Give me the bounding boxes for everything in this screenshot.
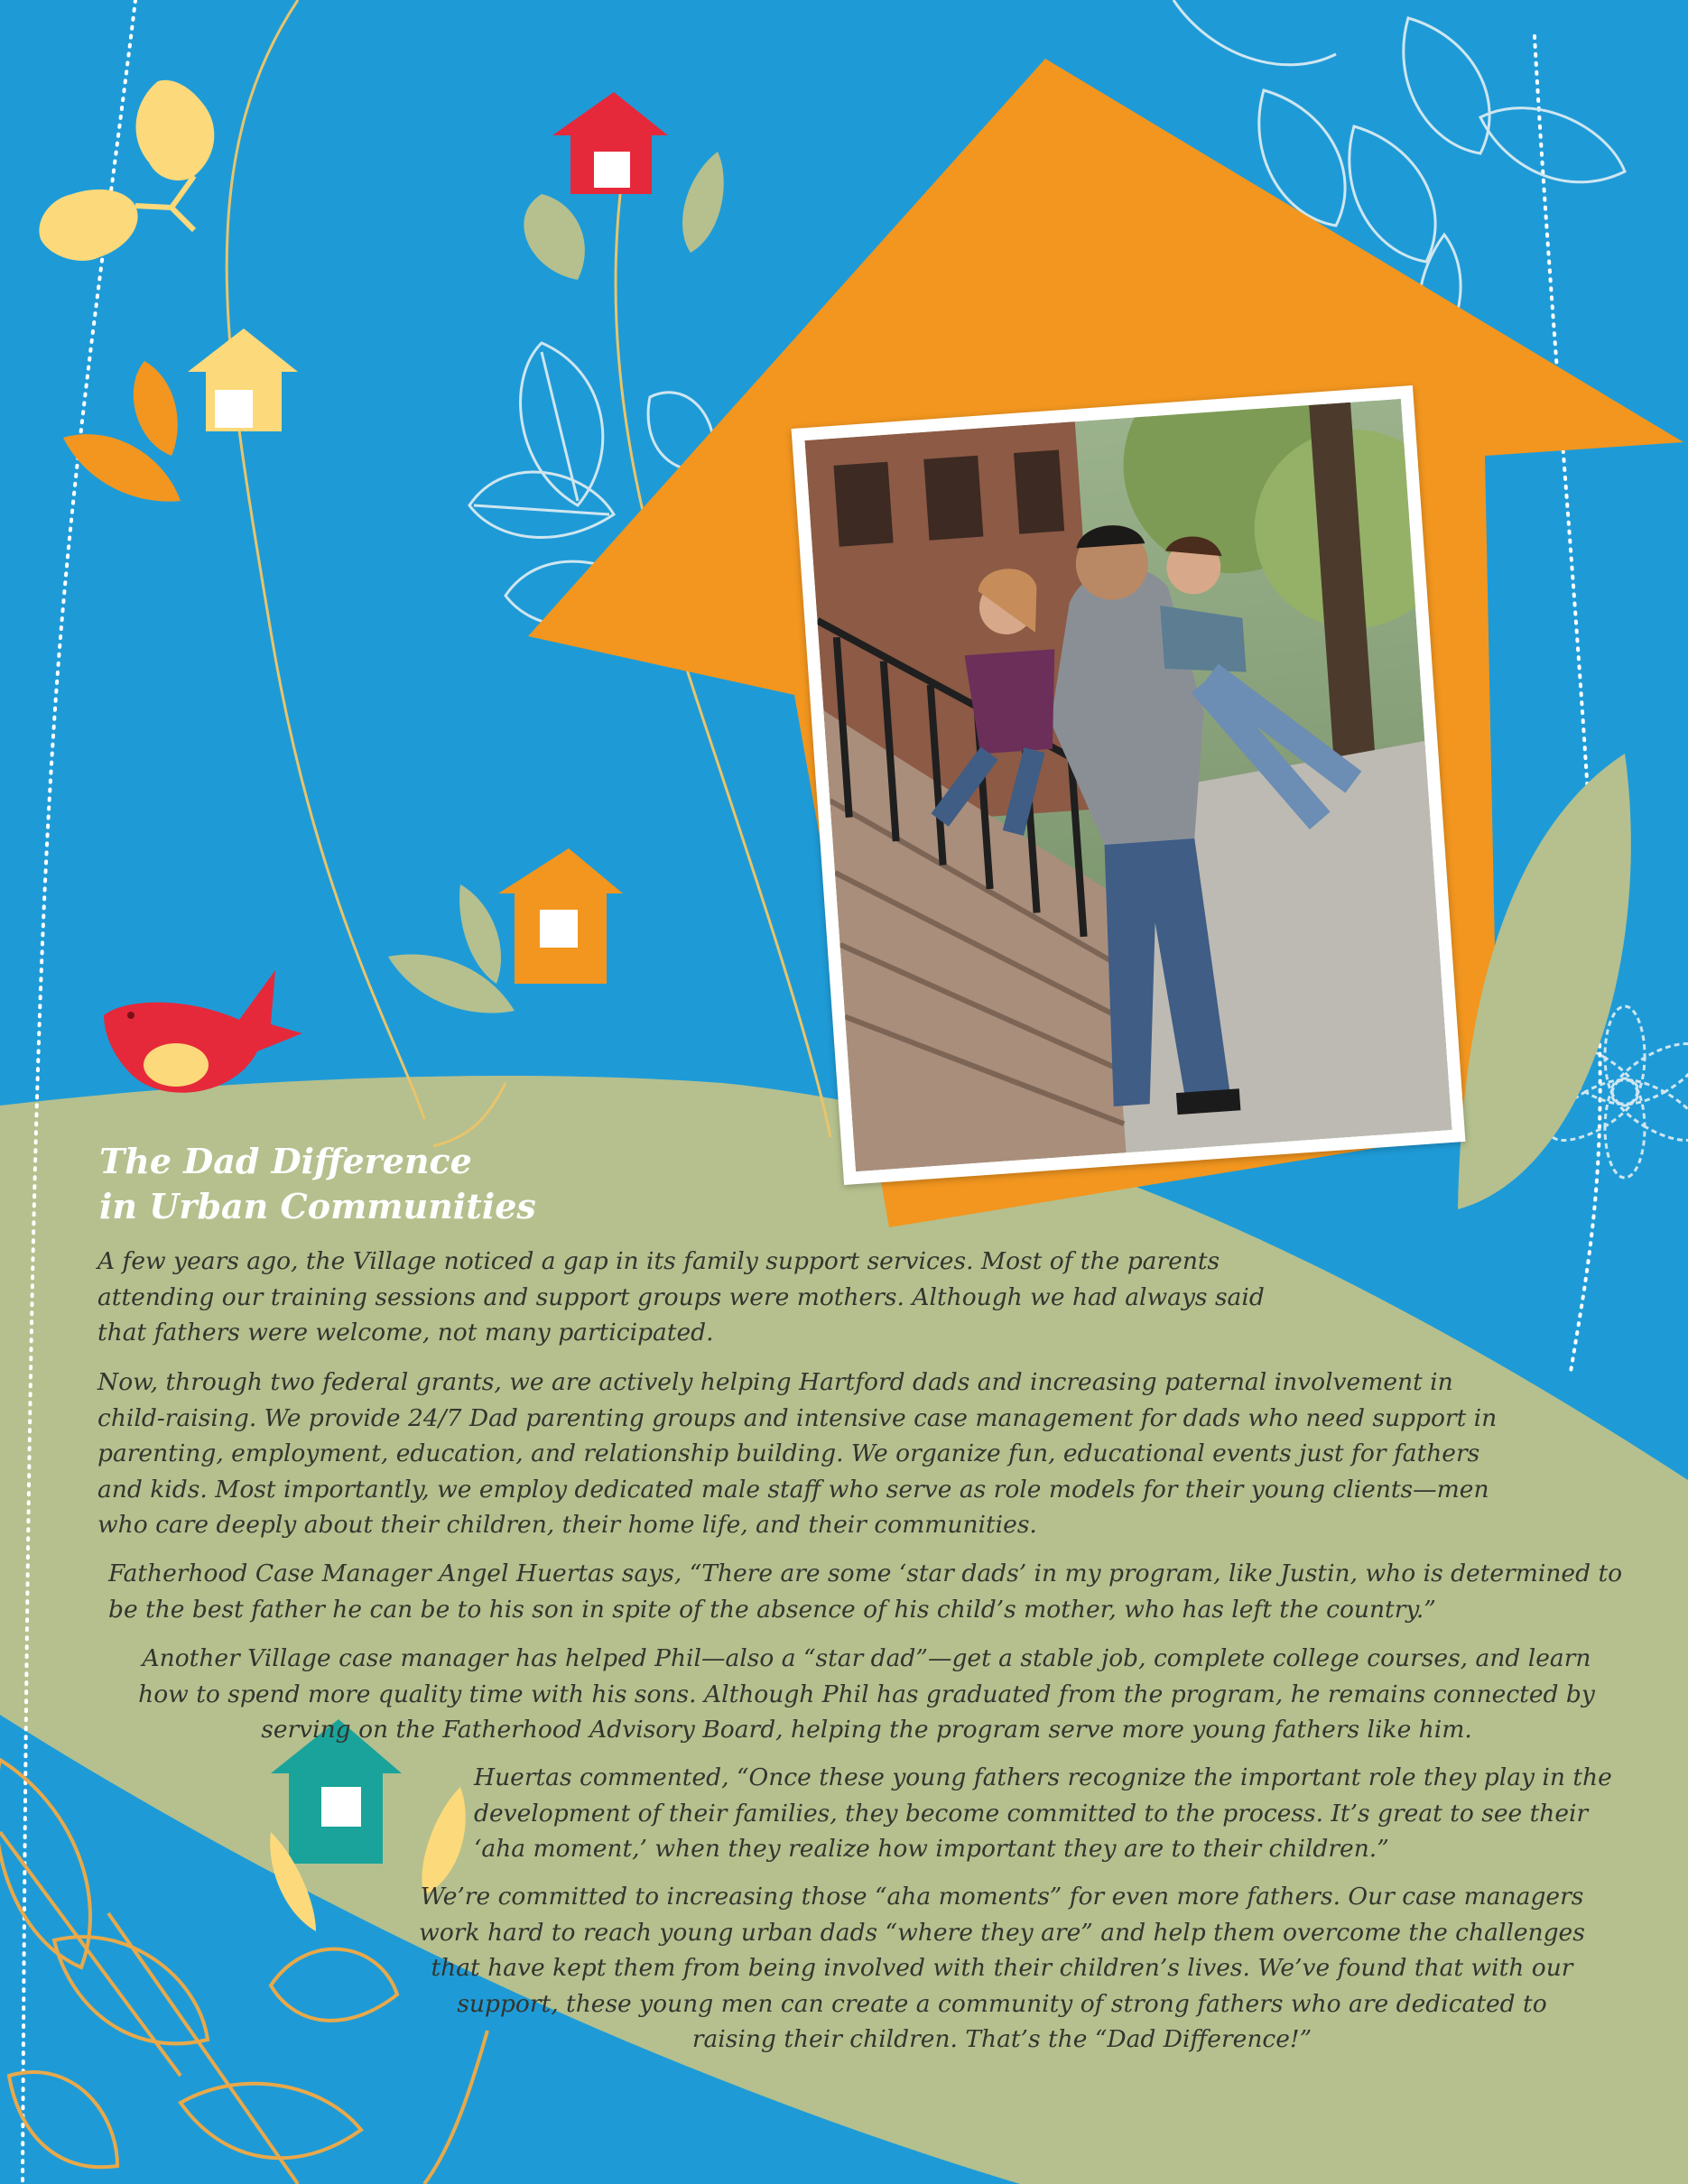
article-title: The Dad Difference in Urban Communities: [99, 1141, 536, 1226]
photo: [792, 385, 1466, 1185]
paragraph-6: We’re committed to increasing those “aha moments” for even more fathers. Our case managers work hard to reach young urban dads “where they are” and help them overcome the challenges that have kept them from being involved with their children’s lives. We’ve found that with our support, these young men can create a community of strong fathers who are dedicated to raising their children. That’s the “Dad Difference!”: [419, 1883, 1585, 2053]
house-icon: [188, 329, 298, 431]
photo-illustration: [804, 399, 1451, 1171]
paragraph-4: Another Village case manager has helped Phil—also a “star dad”—get a stable job, complete college courses, and learn how to spend more quality time with his sons. Although Phil has graduated from the program, he remains connected by serving on the Fatherhood Advisory Board, helping the program serve more young fathers like him.: [138, 1644, 1595, 1744]
paragraph-1: A few years ago, the Village noticed a gap in its family support services. Most of the parents attending our training sessions and support groups were mothers. Although we had always said that fathers were welcome, not many participated.: [97, 1247, 1265, 1346]
house-icon: [498, 848, 623, 984]
paragraph-2: Now, through two federal grants, we are actively helping Hartford dads and increasing paternal involvement in child-raising. We provide 24/7 Dad parenting groups and intensive case management for dads who need support in parenting, employment, education, and relationship building. We organize fun, educational events just for fathers and kids. Most importantly, we employ dedicated male staff who serve as role models for their young clients—men who care deeply about their children, their home life, and their communities.: [97, 1368, 1498, 1539]
house-icon: [552, 92, 668, 194]
paragraph-3: Fatherhood Case Manager Angel Huertas says, “There are some ‘star dads’ in my program, like Justin, who is determined to be the best father he can be to his son in spite of the absence of his child’s mother, who has left the country.”: [108, 1559, 1623, 1624]
dotted-vine-right: [1535, 36, 1600, 1372]
leaf-icon: [39, 80, 214, 261]
stem-1: [227, 0, 424, 1119]
bird-icon: [104, 970, 302, 1093]
paragraph-5: Huertas commented, “Once these young fathers recognize the important role they play in the development of their families, they become committed to the process. It’s great to see their ‘aha moment,’ when they realize how important they are to their children.”: [474, 1763, 1612, 1863]
